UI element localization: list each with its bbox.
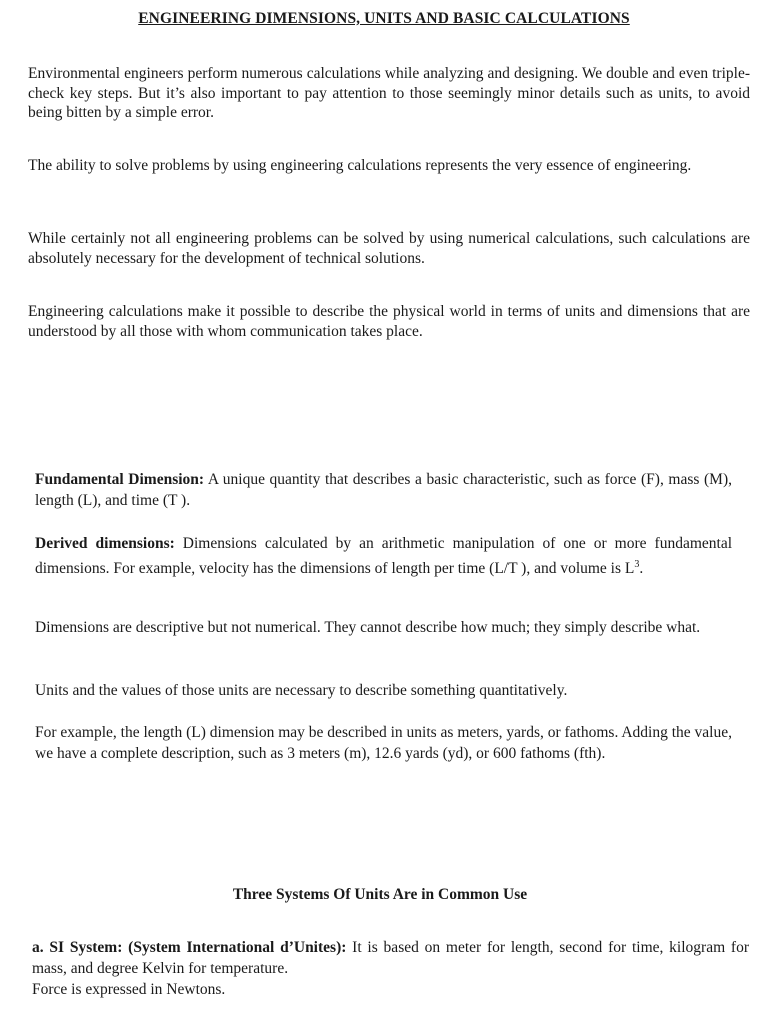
systems-heading: Three Systems Of Units Are in Common Use bbox=[232, 886, 528, 903]
derived-dimensions-definition bbox=[35, 533, 732, 579]
si-system-force: Force is expressed in Newtons. bbox=[32, 981, 226, 998]
fundamental-dimension-term: Fundamental Dimension: bbox=[35, 471, 205, 488]
fundamental-dimension-text: A unique quantity that describes a basic characteristic, such as force (F), mass (M), length (L), and time (T ). bbox=[35, 471, 732, 509]
volume-exponent: 3 bbox=[634, 559, 640, 570]
derived-dimensions-end: . bbox=[639, 560, 644, 578]
descriptive-paragraph: Dimensions are descriptive but not numerical. They cannot describe how much; they simply describe what. bbox=[35, 619, 701, 636]
intro-paragraph-2: The ability to solve problems by using engineering calculations represents the very essence of engineering. bbox=[28, 157, 692, 174]
fundamental-dimension-definition bbox=[35, 469, 732, 511]
intro-paragraph-3: While certainly not all engineering problems can be solved by using numerical calculations, such calculations are absolutely necessary for the development of technical solutions. bbox=[28, 230, 750, 267]
derived-dimensions-term: Derived dimensions: bbox=[35, 535, 175, 552]
si-system-paragraph bbox=[32, 937, 749, 1000]
si-system-term: a. SI System: (System International d’Unites): bbox=[32, 939, 347, 956]
units-paragraph: Units and the values of those units are necessary to describe something quantitatively. bbox=[35, 682, 568, 699]
derived-dimensions-text: Dimensions calculated by an arithmetic manipulation of one or more fundamental dimensions. For example, velocity has the dimensions of length per time (L/T ), and volume is L bbox=[35, 535, 732, 578]
example-paragraph: For example, the length (L) dimension may be described in units as meters, yards, or fathoms. Adding the value, we have a complete description, such as 3 meters (m), 12.6 yards (yd), or 600 fathoms (fth). bbox=[35, 724, 732, 762]
intro-paragraph-4: Engineering calculations make it possible to describe the physical world in terms of units and dimensions that are understood by all those with whom communication takes place. bbox=[28, 303, 750, 340]
si-system-text: It is based on meter for length, second for time, kilogram for mass, and degree Kelvin for temperature. bbox=[32, 939, 749, 977]
page-title: ENGINEERING DIMENSIONS, UNITS AND BASIC CALCULATIONS bbox=[138, 10, 630, 27]
intro-paragraph-1: Environmental engineers perform numerous calculations while analyzing and designing. We double and even triple-check key steps. But it’s also important to pay attention to those seemingly minor details such as units, to avoid being bitten by a simple error. bbox=[28, 65, 750, 121]
